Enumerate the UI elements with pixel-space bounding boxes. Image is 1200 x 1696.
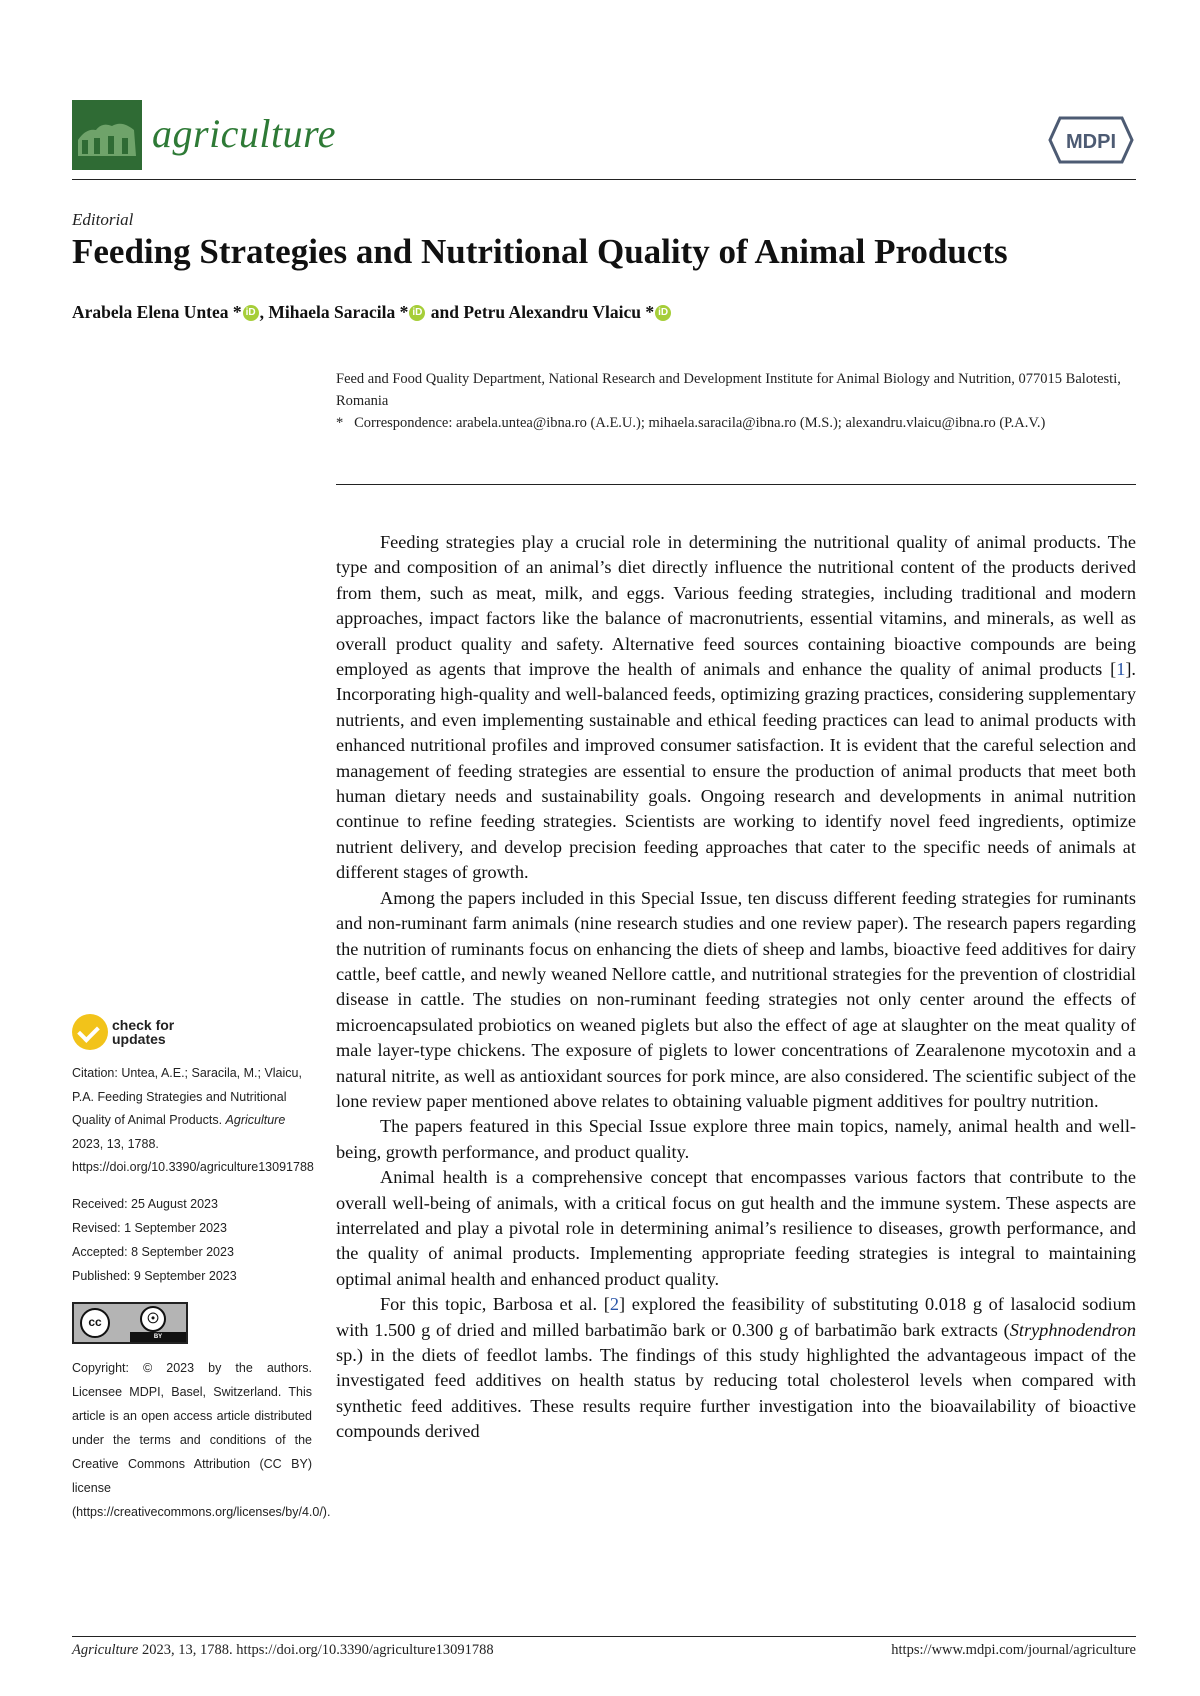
orcid-icon[interactable]: iD	[409, 305, 425, 321]
text-run: sp.) in the diets of feedlot lambs. The findings of this study highlighted the advantageous impact of the investigated feed additives on health status by reducing total cholesterol levels when compared with synthetic feed additives. These results require further investigation into the bioavailability of bioactive compounds derived	[336, 1345, 1136, 1442]
accepted-date: Accepted: 8 September 2023	[72, 1244, 234, 1259]
affiliation-block	[336, 368, 1136, 434]
citation-block	[72, 1062, 312, 1180]
author-separator: and	[426, 302, 464, 322]
footer-citation	[72, 1642, 494, 1659]
copyright-notice: Copyright: © 2023 by the authors. Licensee MDPI, Basel, Switzerland. This article is an open access article distributed under the terms and conditions of the Creative Commons Attribution (CC BY) license (https://creativecommons.org/licenses/by/4.0/).	[72, 1360, 331, 1519]
body-paragraph: Among the papers included in this Special Issue, ten discuss different feeding strategies for ruminants and non-ruminant farm animals (nine research studies and one review paper). The research papers regarding the nutrition of ruminants focus on enhancing the diets of sheep and lambs, bioactive feed additives for dairy cattle, beef cattle, and newly weaned Nellore cattle, and nutritional strategies for the prevention of clostridial disease in cattle. The studies on non-ruminant feeding strategies not only center around the effects of microencapsulated probiotics on weaned piglets but also the effect of age at slaughter on the meat quality of male layer-type chickens. The exposure of piglets to lower concentrations of Zearalenone mycotoxin and a natural nitrite, as well as antioxidant sources for pork mince, are also considered. The scientific subject of the lone review paper mentioned above relates to obtaining valuable pigment additives for poultry nutrition.	[336, 887, 1136, 1111]
correspondence-line	[336, 412, 1136, 434]
by-label: BY	[130, 1332, 186, 1342]
species-name: Stryphnodendron	[1009, 1319, 1136, 1340]
article-type: Editorial	[72, 210, 134, 229]
check-updates-line: updates	[112, 1031, 166, 1047]
publisher-name: MDPI	[1066, 131, 1116, 153]
body-paragraph	[336, 1292, 1136, 1444]
text-run: Feeding strategies play a crucial role in determining the nutritional quality of animal products. The type and composition of an animal’s diet directly influence the nutritional content of the products derived from them, such as meat, milk, and eggs. Various feeding strategies, including traditional and modern approaches, impact factors like the balance of macronutrients, essential vitamins, and minerals, as well as overall product quality and safety. Alternative feed sources containing bioactive compounds are being employed as agents that improve the health of animals and enhance the quality of animal products [	[336, 532, 1136, 680]
attribution-icon: ☉	[140, 1306, 166, 1332]
check-updates-line: check for	[112, 1017, 175, 1033]
footer-journal-url[interactable]: https://www.mdpi.com/journal/agriculture	[891, 1642, 1136, 1658]
affiliation-text: Feed and Food Quality Department, National Research and Development Institute for Animal Biology and Nutrition, 077015 Balotesti, Romania	[336, 371, 1121, 409]
author-name: Petru Alexandru Vlaicu *	[463, 302, 655, 322]
journal-name: agriculture	[152, 111, 336, 156]
received-date: Received: 25 August 2023	[72, 1196, 218, 1211]
author-separator: ,	[259, 302, 269, 322]
article-sidebar	[72, 1010, 331, 1524]
publisher-logo-icon	[1048, 112, 1134, 168]
text-run: ]. Incorporating high-quality and well-balanced feeds, optimizing grazing practices, considering supplementary nutrients, and even implementing sustainable and ethical feeding practices can lead to animal products with enhanced nutritional profiles and improved consumer satisfaction. It is evident that the careful selection and management of feeding strategies are essential to ensure the production of animal products that meet both human dietary needs and sustainability goals. Ongoing research and developments in animal nutrition continue to refine feeding strategies. Scientists are working to identify novel feed ingredients, optimize nutrient delivery, and develop precision feeding approaches that cater to the specific needs of animals at different stages of growth.	[336, 659, 1136, 883]
text-run: For this topic, Barbosa et al. [	[380, 1294, 610, 1315]
text-run: 2023, 13, 1788. https://doi.org/10.3390/agriculture13091788	[72, 1136, 314, 1174]
text-run: Citation: Untea, A.E.; Saracila, M.; Vlaicu, P.A. Feeding Strategies and Nutritional Quality of Animal Products.	[72, 1066, 302, 1127]
citation-link[interactable]: 2	[609, 1294, 620, 1315]
orcid-icon[interactable]: iD	[243, 305, 259, 321]
checkmark-icon	[72, 1014, 108, 1050]
text-run: 2023, 13, 1788. https://doi.org/10.3390/agriculture13091788	[138, 1642, 494, 1658]
orcid-icon[interactable]: iD	[655, 305, 671, 321]
revised-date: Revised: 1 September 2023	[72, 1220, 227, 1235]
journal-header	[72, 100, 1136, 180]
body-paragraph: The papers featured in this Special Issue explore three main topics, namely, animal health and well-being, growth performance, and product quality.	[336, 1116, 1136, 1162]
article-title: Feeding Strategies and Nutritional Quality of Animal Products	[72, 232, 1008, 271]
cc-icon: cc	[80, 1308, 110, 1338]
footer-divider	[72, 1636, 1136, 1637]
correspondence-marker: *	[336, 415, 344, 431]
check-updates-label	[112, 1018, 174, 1046]
author-list	[72, 302, 1136, 323]
article-body	[336, 530, 1136, 1445]
section-divider	[336, 484, 1136, 485]
text-run: ] explored the feasibility of substituting 0.018 g of lasalocid sodium with 1.500 g of dried and milled barbatimão bark or 0.300 g of barbatimão bark extracts (	[336, 1294, 1137, 1340]
check-updates-button[interactable]	[72, 1010, 312, 1054]
cc-license-badge[interactable]	[72, 1302, 188, 1344]
citation-journal: Agriculture	[225, 1113, 286, 1127]
correspondence-text: Correspondence: arabela.untea@ibna.ro (A.E.U.); mihaela.saracila@ibna.ro (M.S.); alexandru.vlaicu@ibna.ro (P.A.V.)	[354, 415, 1046, 431]
dates-block	[72, 1192, 312, 1288]
author-name: Arabela Elena Untea *	[72, 302, 242, 322]
author-name: Mihaela Saracila *	[268, 302, 409, 322]
body-paragraph: Animal health is a comprehensive concept that encompasses various factors that contribute to the overall well-being of animals, with a critical focus on gut health and the immune system. These aspects are interrelated and play a pivotal role in determining animal’s resilience to diseases, growth performance, and the quality of animal products. Implementing appropriate feeding strategies is integral to maintaining optimal animal health and enhanced product quality.	[336, 1167, 1136, 1289]
published-date: Published: 9 September 2023	[72, 1268, 237, 1283]
journal-logo-icon	[72, 100, 142, 170]
body-paragraph	[336, 530, 1136, 886]
citation-link[interactable]: 1	[1116, 659, 1126, 680]
footer-journal: Agriculture	[72, 1642, 139, 1658]
